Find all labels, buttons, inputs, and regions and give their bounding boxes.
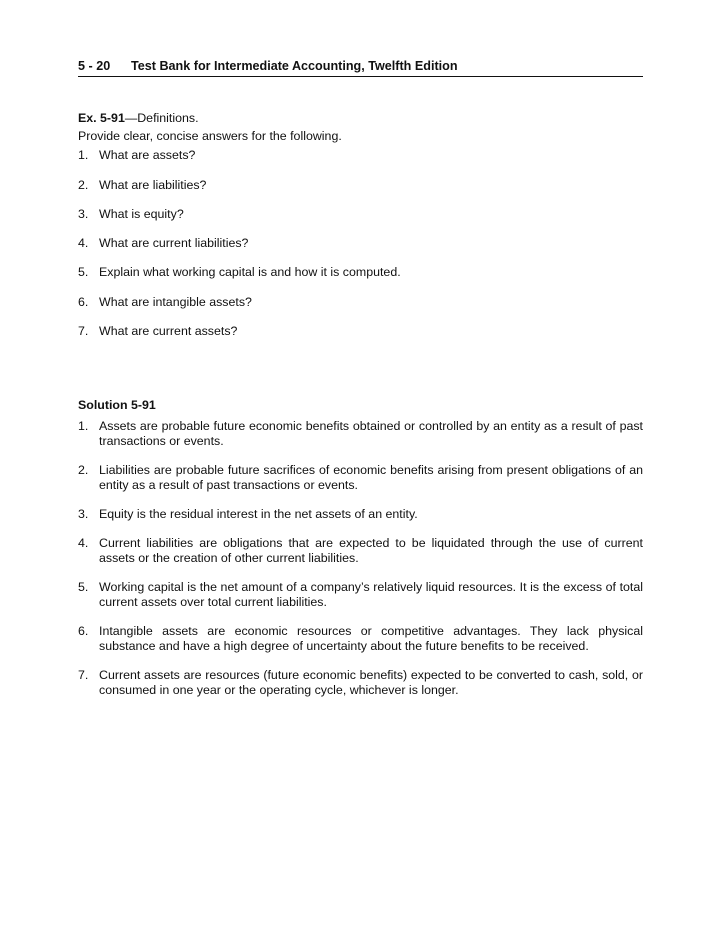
answer-number: 3. xyxy=(78,507,89,521)
page-header xyxy=(78,58,643,77)
answer-text: Assets are probable future economic benefits obtained or controlled by an entity as a result of past transactions or events. xyxy=(99,419,643,448)
answer-number: 7. xyxy=(78,668,89,682)
question-text: What are current liabilities? xyxy=(99,236,249,250)
question-text: What are intangible assets? xyxy=(99,295,252,309)
answer-number: 1. xyxy=(78,419,89,433)
answer-text: Working capital is the net amount of a company’s relatively liquid resources. It is the excess of total current assets over total current liabilities. xyxy=(99,580,643,609)
answer-text: Current assets are resources (future economic benefits) expected to be converted to cash, sold, or consumed in one year or the operating cycle, whichever is longer. xyxy=(99,668,643,697)
question-text: What are current assets? xyxy=(99,324,238,338)
solution-title: Solution 5-91 xyxy=(78,398,156,412)
question-number: 6. xyxy=(78,295,89,309)
answer-number: 6. xyxy=(78,624,89,638)
page-number: 5 - 20 xyxy=(78,59,111,73)
answer-text: Current liabilities are obligations that are expected to be liquidated through the use of current assets or the creation of other current liabilities. xyxy=(99,536,643,565)
answer-text: Liabilities are probable future sacrifices of economic benefits arising from present obligations of an entity as a result of past transactions or events. xyxy=(99,463,643,492)
question-number: 5. xyxy=(78,265,89,279)
question-text: What is equity? xyxy=(99,207,184,221)
exercise-title-rest: —Definitions. xyxy=(124,111,199,125)
exercise-label: Ex. 5-91 xyxy=(78,111,125,125)
answer-number: 2. xyxy=(78,463,89,477)
book-title: Test Bank for Intermediate Accounting, Twelfth Edition xyxy=(131,59,458,73)
question-number: 2. xyxy=(78,178,89,192)
question-number: 7. xyxy=(78,324,89,338)
question-text: Explain what working capital is and how it is computed. xyxy=(99,265,401,279)
answer-text: Intangible assets are economic resources or competitive advantages. They lack physical substance and have a high degree of uncertainty about the future benefits to be received. xyxy=(99,624,643,653)
answer-text: Equity is the residual interest in the net assets of an entity. xyxy=(99,507,418,521)
exercise-instructions: Provide clear, concise answers for the following. xyxy=(78,129,342,143)
answer-number: 4. xyxy=(78,536,89,550)
answer-number: 5. xyxy=(78,580,89,594)
question-text: What are assets? xyxy=(99,148,196,162)
question-text: What are liabilities? xyxy=(99,178,207,192)
question-number: 4. xyxy=(78,236,89,250)
exercise-title xyxy=(78,110,643,126)
question-number: 1. xyxy=(78,148,89,162)
question-number: 3. xyxy=(78,207,89,221)
